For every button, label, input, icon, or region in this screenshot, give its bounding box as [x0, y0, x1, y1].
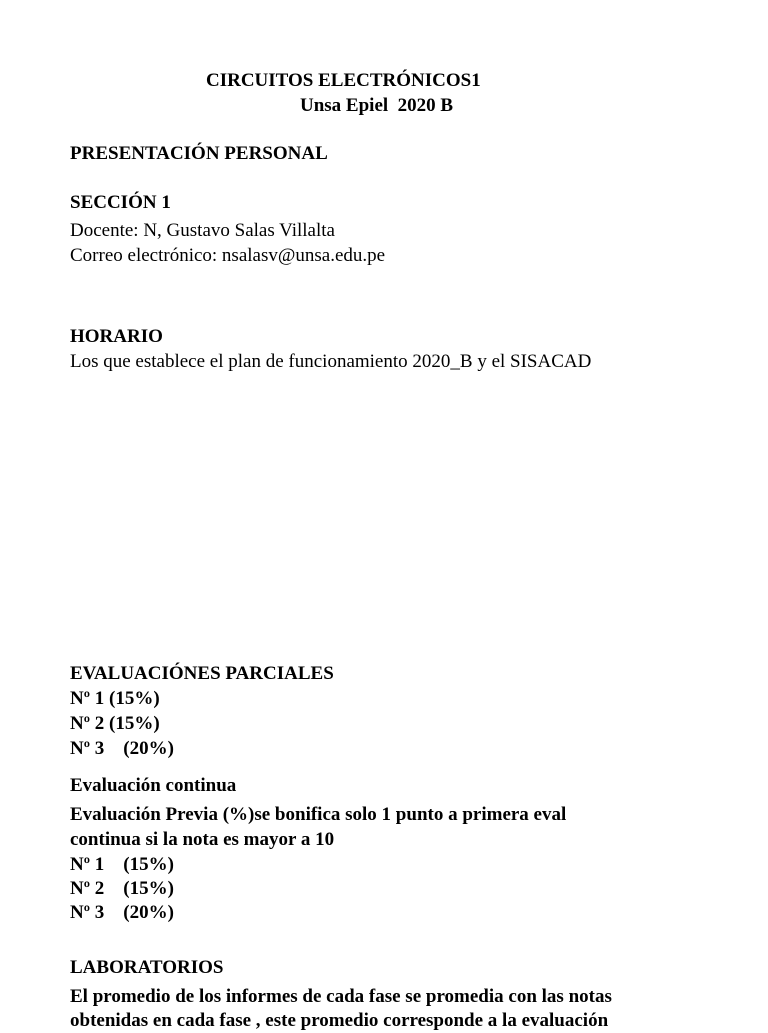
continua-item: Nº 3 (20%)	[70, 902, 174, 923]
previa-line-2: continua si la nota es mayor a 10	[70, 829, 335, 850]
continua-item: Nº 2 (15%)	[70, 878, 174, 899]
previa-line-1: Evaluación Previa (%)se bonifica solo 1 punto a primera eval	[70, 804, 567, 825]
course-title: CIRCUITOS ELECTRÓNICOS1	[206, 70, 481, 91]
parcial-item: Nº 2 (15%)	[70, 713, 160, 734]
correo-line: Correo electrónico: nsalasv@unsa.edu.pe	[70, 245, 386, 266]
parcial-item: Nº 3 (20%)	[70, 738, 174, 759]
horario-text: Los que establece el plan de funcionamiento 2020_B y el SISACAD	[70, 351, 592, 372]
parciales-heading: EVALUACIÓNES PARCIALES	[70, 663, 334, 684]
presentacion-heading: PRESENTACIÓN PERSONAL	[70, 143, 328, 164]
laboratorios-line-1: El promedio de los informes de cada fase se promedia con las notas	[70, 986, 612, 1007]
docente-line: Docente: N, Gustavo Salas Villalta	[70, 220, 335, 241]
continua-item: Nº 1 (15%)	[70, 854, 174, 875]
parcial-item: Nº 1 (15%)	[70, 688, 160, 709]
course-subtitle: Unsa Epiel 2020 B	[300, 95, 454, 116]
laboratorios-line-2: obtenidas en cada fase , este promedio corresponde a la evaluación	[70, 1010, 609, 1031]
seccion-heading: SECCIÓN 1	[70, 192, 171, 213]
laboratorios-heading: LABORATORIOS	[70, 957, 224, 978]
continua-heading: Evaluación continua	[70, 775, 237, 796]
horario-heading: HORARIO	[70, 326, 163, 347]
